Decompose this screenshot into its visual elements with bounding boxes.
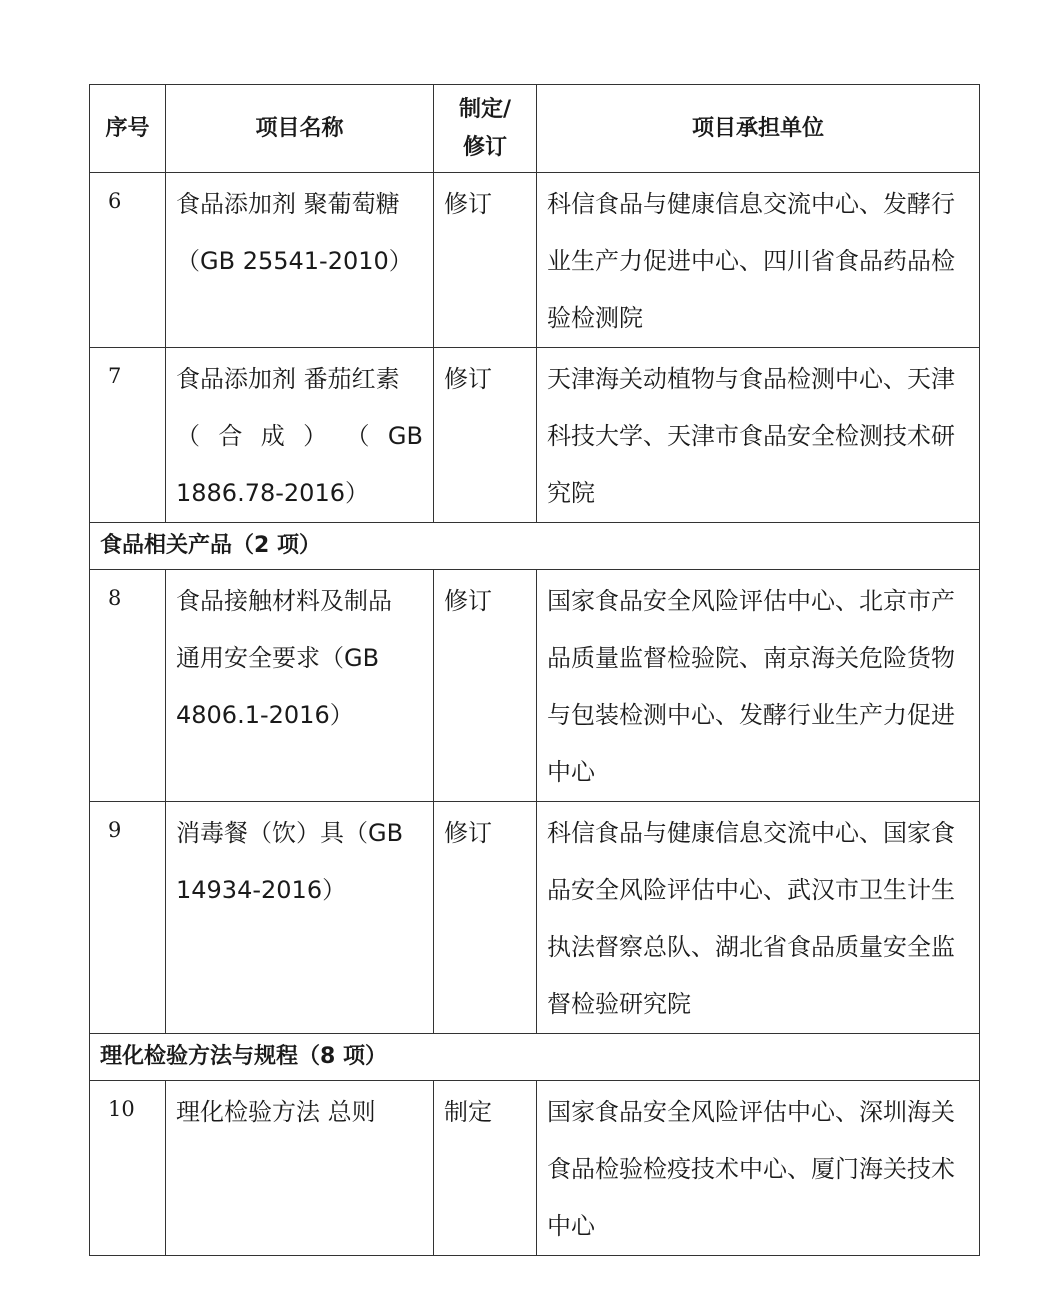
row-number: 9 — [90, 802, 166, 1034]
row-number: 7 — [90, 348, 166, 523]
project-name-part: 成 — [260, 422, 285, 450]
table-row — [90, 802, 980, 1034]
project-type: 修订 — [434, 570, 537, 802]
project-name-line: （GB 25541-2010） — [176, 247, 413, 275]
project-unit: 科信食品与健康信息交流中心、国家食品安全风险评估中心、武汉市卫生计生执法督察总队、湖北省食品质量安全监督检验研究院 — [537, 802, 980, 1034]
project-name-part: GB — [387, 422, 423, 450]
project-unit: 国家食品安全风险评估中心、深圳海关食品检验检疫技术中心、厦门海关技术中心 — [537, 1081, 980, 1256]
header-type-line2: 修订 — [462, 134, 507, 160]
table-row — [90, 173, 980, 348]
header-type-line1: 制定/ — [458, 96, 512, 122]
row-number: 6 — [90, 173, 166, 348]
project-name-line: 通用安全要求（GB — [176, 644, 380, 672]
project-type: 制定 — [434, 1081, 537, 1256]
header-type — [434, 85, 537, 173]
project-name-part: （ — [345, 422, 370, 450]
project-name-line: 食品接触材料及制品 — [176, 587, 392, 615]
table-row — [90, 570, 980, 802]
project-name-part: 合 — [218, 422, 243, 450]
row-number: 10 — [90, 1081, 166, 1256]
project-unit: 国家食品安全风险评估中心、北京市产品质量监督检验院、南京海关危险货物与包装检测中心、发酵行业生产力促进中心 — [537, 570, 980, 802]
project-type: 修订 — [434, 173, 537, 348]
project-name-line: 14934-2016） — [176, 876, 347, 904]
standards-table — [89, 84, 980, 1256]
project-name-line: 食品添加剂 番茄红素 — [176, 365, 400, 393]
project-name — [166, 1081, 434, 1256]
project-name — [166, 802, 434, 1034]
project-name-line: 消毒餐（饮）具（GB — [176, 819, 404, 847]
project-type: 修订 — [434, 348, 537, 523]
section-title: 食品相关产品（2 项） — [90, 523, 980, 570]
table-row — [90, 1081, 980, 1256]
header-row — [90, 85, 980, 173]
project-unit: 天津海关动植物与食品检测中心、天津科技大学、天津市食品安全检测技术研究院 — [537, 348, 980, 523]
row-number: 8 — [90, 570, 166, 802]
project-name-part: ） — [303, 422, 328, 450]
project-name-line — [176, 408, 425, 465]
project-name-line: 食品添加剂 聚葡萄糖 — [176, 190, 400, 218]
project-name — [166, 570, 434, 802]
table-row — [90, 348, 980, 523]
project-name — [166, 348, 434, 523]
project-type: 修订 — [434, 802, 537, 1034]
project-name-line: 1886.78-2016） — [176, 479, 369, 507]
header-name: 项目名称 — [166, 85, 434, 173]
header-unit: 项目承担单位 — [537, 85, 980, 173]
project-name-line: 理化检验方法 总则 — [176, 1098, 376, 1126]
section-row — [90, 1034, 980, 1081]
project-name-part: （ — [176, 422, 200, 450]
section-row — [90, 523, 980, 570]
project-unit: 科信食品与健康信息交流中心、发酵行业生产力促进中心、四川省食品药品检验检测院 — [537, 173, 980, 348]
project-name — [166, 173, 434, 348]
header-no: 序号 — [90, 85, 166, 173]
section-title: 理化检验方法与规程（8 项） — [90, 1034, 980, 1081]
project-name-line: 4806.1-2016） — [176, 701, 354, 729]
